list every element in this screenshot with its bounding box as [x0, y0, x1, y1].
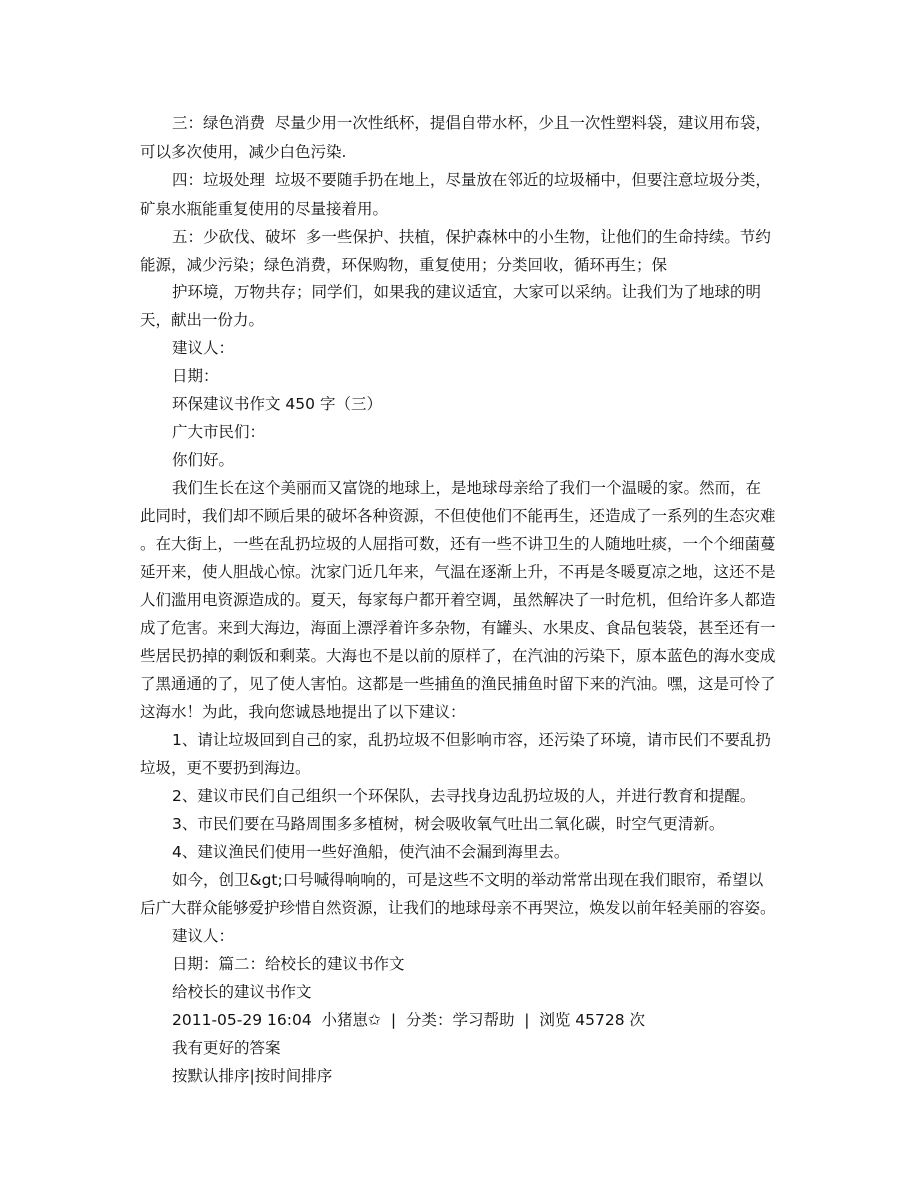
paragraph-line: 后广大群众能够爱护珍惜自然资源，让我们的地球母亲不再哭泣，焕发以前年轻美丽的容姿。 — [140, 899, 776, 917]
salutation: 广大市民们： — [172, 423, 266, 441]
date-label: 日期：篇二：给校长的建议书作文 — [172, 955, 405, 973]
paragraph-line: 人们滥用电资源造成的。夏天，每家每户都开着空调，虽然解决了一时危机，但给许多人都造 — [140, 591, 776, 609]
paragraph-line: 矿泉水瓶能重复使用的尽量接着用。 — [140, 200, 389, 218]
suggestion-item: 2、建议市民们自己组织一个环保队，去寻找身边乱扔垃圾的人，并进行教育和提醒。 — [172, 787, 756, 805]
date-label: 日期： — [172, 367, 219, 385]
suggestion-item: 3、市民们要在马路周围多多植树，树会吸收氧气吐出二氧化碳，时空气更清新。 — [172, 815, 725, 833]
suggestion-item: 4、建议渔民们使用一些好渔船，使汽油不会漏到海里去。 — [172, 843, 570, 861]
paragraph-line: 如今，创卫&gt;口号喊得响响的，可是这些不文明的举动常常出现在我们眼帘，希望以 — [172, 871, 764, 889]
paragraph-line: 成了危害。来到大海边，海面上漂浮着许多杂物，有罐头、水果皮、食品包装袋，甚至还有一 — [140, 619, 776, 637]
post-meta: 2011-05-29 16:04 小猪崽✩ | 分类：学习帮助 | 浏览 45728 次 — [172, 1011, 646, 1029]
paragraph-line: 些居民扔掉的剩饭和剩菜。大海也不是以前的原样了，在汽油的污染下，原本蓝色的海水变成 — [140, 647, 776, 665]
paragraph-line: 这海水！为此，我向您诚恳地提出了以下建议： — [140, 703, 466, 721]
better-answer-link[interactable]: 我有更好的答案 — [172, 1039, 281, 1057]
paragraph-line: 垃圾，更不要扔到海边。 — [140, 759, 311, 777]
paragraph-line: 。在大街上，一些在乱扔垃圾的人屈指可数，还有一些不讲卫生的人随地吐痰，一个个细菌蔓 — [140, 535, 776, 553]
paragraph-line: 四：垃圾处理 垃圾不要随手扔在地上，尽量放在邻近的垃圾桶中，但要注意垃圾分类， — [172, 171, 771, 189]
paragraph-line: 我们生长在这个美丽而又富饶的地球上，是地球母亲给了我们一个温暖的家。然而，在 — [172, 479, 762, 497]
paragraph-line: 护环境，万物共存；同学们，如果我的建议适宜，大家可以采纳。让我们为了地球的明 — [172, 283, 762, 301]
section-title: 环保建议书作文 450 字（三） — [172, 395, 382, 413]
sort-options[interactable]: 按默认排序|按时间排序 — [172, 1067, 333, 1085]
paragraph-line: 五：少砍伐、破坏 多一些保护、扶植，保护森林中的小生物，让他们的生命持续。节约 — [172, 228, 771, 246]
signature-label: 建议人： — [172, 927, 235, 945]
signature-label: 建议人： — [172, 339, 235, 357]
greeting: 你们好。 — [172, 451, 235, 469]
paragraph-line: 了黑通通的了，见了使人害怕。这都是一些捕鱼的渔民捕鱼时留下来的汽油。嘿，这是可怜了 — [140, 675, 776, 693]
paragraph-line: 此同时，我们却不顾后果的破坏各种资源，不但使他们不能再生，还造成了一系列的生态灾难 — [140, 507, 776, 525]
paragraph-line: 延开来，使人胆战心惊。沈家门近几年来，气温在逐渐上升，不再是冬暖夏凉之地，这还不是 — [140, 563, 776, 581]
article-title: 给校长的建议书作文 — [172, 983, 312, 1001]
paragraph-line: 可以多次使用，减少白色污染. — [140, 143, 347, 161]
paragraph-line: 三：绿色消费 尽量少用一次性纸杯，提倡自带水杯，少且一次性塑料袋，建议用布袋， — [172, 114, 771, 132]
suggestion-item: 1、请让垃圾回到自己的家，乱扔垃圾不但影响市容，还污染了环境，请市民们不要乱扔 — [172, 731, 771, 749]
paragraph-line: 天，献出一份力。 — [140, 311, 265, 329]
paragraph-line: 能源，减少污染；绿色消费，环保购物，重复使用；分类回收，循环再生；保 — [140, 256, 668, 274]
